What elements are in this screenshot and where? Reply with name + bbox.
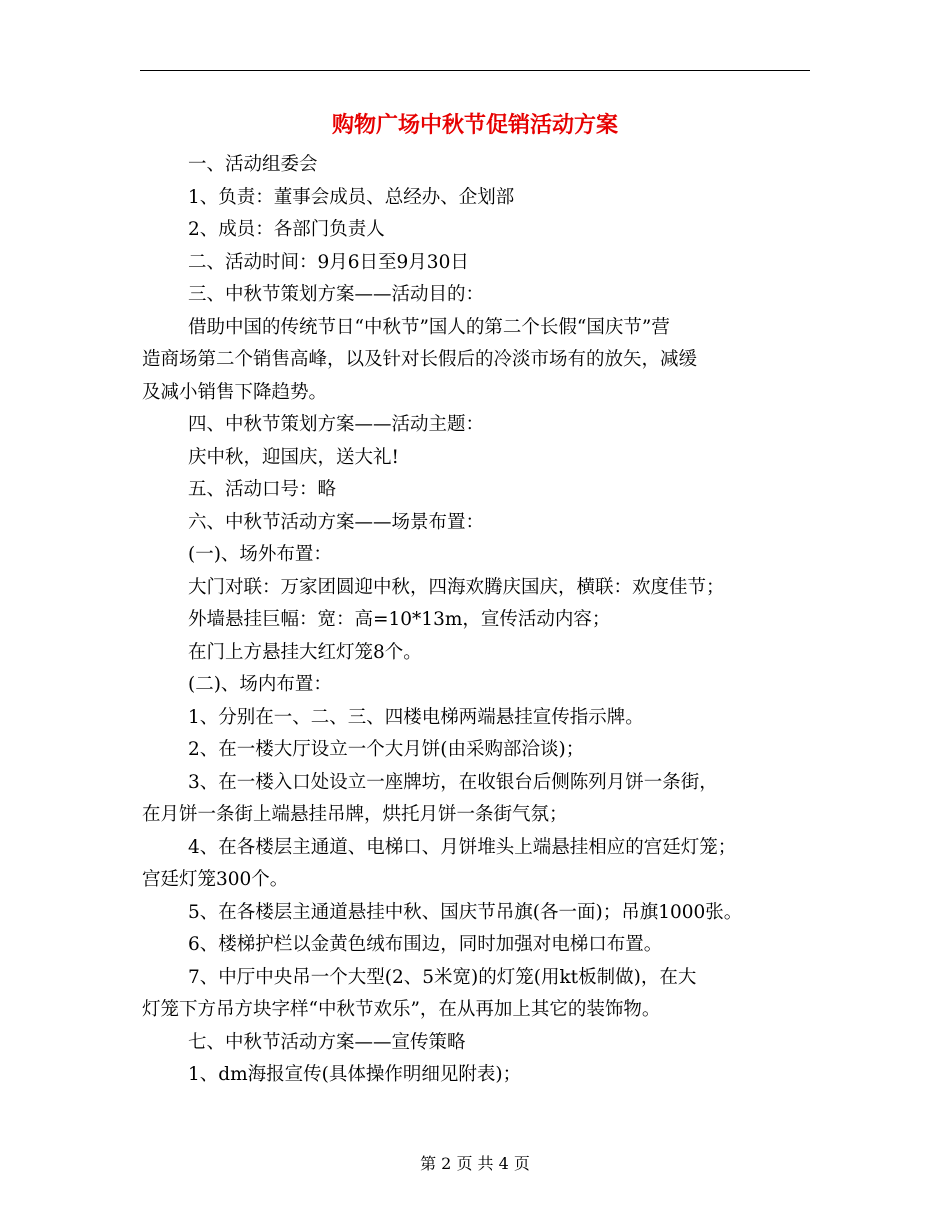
paragraph-line: 2、成员：各部门负责人: [188, 219, 385, 240]
paragraph-line: 2、在一楼大厅设立一个大月饼(由采购部洽谈)；: [188, 739, 585, 760]
document-body: [142, 149, 814, 1092]
paragraph-line: 外墙悬挂巨幅：宽：高=10*13m，宣传活动内容；: [188, 609, 611, 630]
paragraph-line: 3、在一楼入口处设立一座牌坊，在收银台后侧陈列月饼一条街，: [188, 771, 718, 793]
section-heading: 七、中秋节活动方案——宣传策略: [188, 1031, 466, 1053]
section-heading: 一、活动组委会: [188, 154, 318, 175]
section-heading: 六、中秋节活动方案——场景布置：: [188, 511, 485, 533]
page-number-footer: 第 2 页 共 4 页: [420, 1154, 530, 1173]
paragraph-line: 造商场第二个销售高峰，以及针对长假后的冷淡市场有的放矢，减缓: [142, 349, 698, 370]
paragraph-line: 7、中厅中央吊一个大型(2、5米宽)的灯笼(用kt板制做)，在大: [188, 966, 697, 988]
paragraph-line: 1、分别在一、二、三、四楼电梯两端悬挂宣传指示牌。: [188, 706, 644, 728]
paragraph-line: 1、负责：董事会成员、总经办、企划部: [188, 186, 515, 208]
paragraph-line: 4、在各楼层主通道、电梯口、月饼堆头上端悬挂相应的宫廷灯笼；: [188, 836, 737, 858]
document-title: 购物广场中秋节促销活动方案: [331, 113, 618, 138]
paragraph-line: 在门上方悬挂大红灯笼8个。: [188, 641, 422, 663]
paragraph-line: 庆中秋，迎国庆，送大礼!: [188, 446, 399, 468]
header-rule: [140, 70, 810, 71]
subsection-heading: (一)、场外布置：: [188, 544, 332, 565]
section-heading: 四、中秋节策划方案——活动主题：: [188, 414, 485, 435]
section-heading: 三、中秋节策划方案——活动目的：: [188, 284, 485, 305]
paragraph-line: 1、dm海报宣传(具体操作明细见附表)；: [188, 1064, 522, 1085]
paragraph-line: 借助中国的传统节日“中秋节”国人的第二个长假“国庆节”营: [188, 316, 670, 338]
section-heading: 五、活动口号：略: [188, 479, 337, 500]
paragraph-line: 6、楼梯护栏以金黄色绒布围边，同时加强对电梯口布置。: [188, 934, 663, 955]
paragraph-line: 5、在各楼层主通道悬挂中秋、国庆节吊旗(各一面)；吊旗1000张。: [188, 901, 743, 923]
paragraph-line: 及减小销售下降趋势。: [142, 381, 328, 403]
subsection-heading: (二)、场内布置：: [188, 674, 332, 695]
paragraph-line: 大门对联：万家团圆迎中秋，四海欢腾庆国庆，横联：欢度佳节；: [188, 576, 725, 598]
section-heading: 二、活动时间：9月6日至9月30日: [188, 251, 469, 273]
paragraph-line: 灯笼下方吊方块字样“中秋节欢乐”，在从再加上其它的装饰物。: [142, 999, 661, 1020]
paragraph-line: 在月饼一条街上端悬挂吊牌，烘托月饼一条街气氛；: [142, 804, 568, 825]
paragraph-line: 宫廷灯笼300个。: [142, 869, 289, 890]
